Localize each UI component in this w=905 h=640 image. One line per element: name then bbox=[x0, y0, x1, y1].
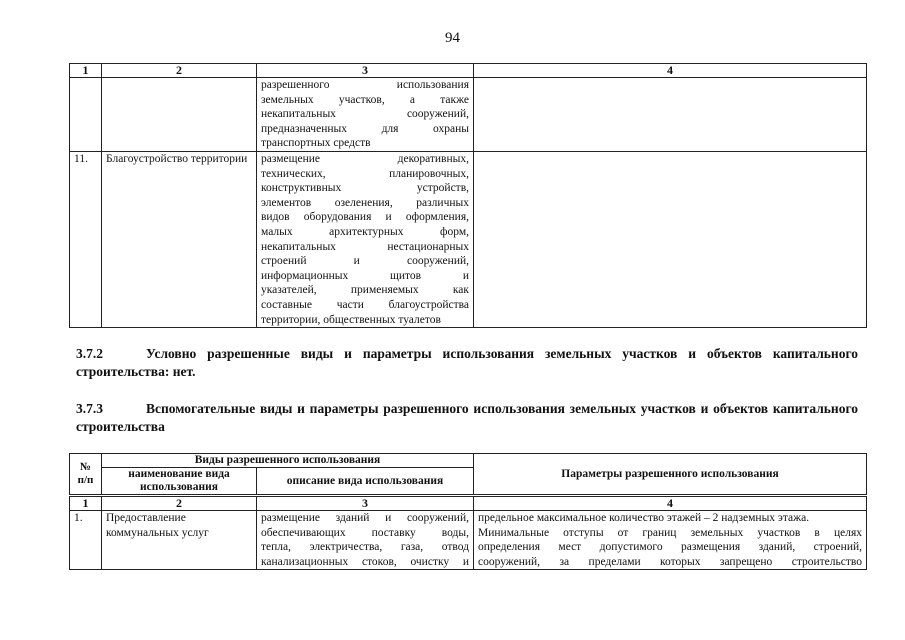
row-number: 11. bbox=[70, 151, 102, 327]
col-number-4: 4 bbox=[474, 496, 867, 511]
parameter-line: предельное максимальное количество этажей – 2 надземных этажа. bbox=[478, 512, 810, 524]
header-parameters: Параметры разрешенного использования bbox=[474, 454, 867, 496]
section-number: 3.7.2 bbox=[76, 346, 103, 361]
description-line: малых архитектурных форм, bbox=[261, 225, 469, 238]
description-line: видов оборудования и оформления, bbox=[261, 211, 469, 224]
permitted-uses-table-continued bbox=[69, 63, 867, 328]
row-number bbox=[70, 78, 102, 152]
table-row bbox=[70, 511, 867, 570]
use-description bbox=[257, 78, 474, 152]
description-line: строений и сооружений, bbox=[261, 255, 469, 268]
section-title: Вспомогательные виды и параметры разрешенного использования земельных участков и объектов капитального строительства bbox=[76, 401, 858, 434]
description-line: элементов озеленения, различных bbox=[261, 196, 469, 209]
col-number-1: 1 bbox=[70, 64, 102, 78]
description-line: разрешенного использования bbox=[261, 79, 469, 91]
header-use-description: описание вида использования bbox=[257, 468, 474, 496]
use-name: Благоустройство территории bbox=[102, 151, 257, 327]
use-parameters bbox=[474, 511, 867, 570]
description-line: обеспечивающих поставку воды, bbox=[261, 526, 469, 539]
col-number-3: 3 bbox=[257, 496, 474, 511]
section-heading-3-7-2 bbox=[76, 345, 858, 381]
description-line: указателей, применяемых как bbox=[261, 284, 469, 297]
col-number-4: 4 bbox=[474, 64, 867, 78]
description-line: транспортных средств bbox=[261, 137, 371, 150]
col-number-3: 3 bbox=[257, 64, 474, 78]
description-line: предназначенных для охраны bbox=[261, 122, 469, 135]
description-line: информационных щитов и bbox=[261, 269, 469, 282]
description-line: канализационных стоков, очистку и bbox=[261, 555, 469, 568]
description-line: составные части благоустройства bbox=[261, 298, 469, 311]
row-number: 1. bbox=[70, 511, 102, 570]
description-line: некапитальных нестационарных bbox=[261, 240, 469, 253]
parameter-line: определения мест допустимого размещения зданий, строений, bbox=[478, 541, 862, 554]
use-description bbox=[257, 511, 474, 570]
auxiliary-uses-table bbox=[69, 453, 867, 570]
col-number-1: 1 bbox=[70, 496, 102, 511]
header-permitted-uses-group: Виды разрешенного использования bbox=[102, 454, 474, 468]
description-line: тепла, электричества, газа, отвод bbox=[261, 541, 469, 554]
header-number: № п/п bbox=[70, 454, 102, 496]
section-title: Условно разрешенные виды и параметры использования земельных участков и объектов капитального строительства: нет. bbox=[76, 346, 858, 379]
section-number: 3.7.3 bbox=[76, 401, 103, 416]
use-description bbox=[257, 151, 474, 327]
page-number: 94 bbox=[445, 30, 460, 46]
description-line: территории, общественных туалетов bbox=[261, 313, 441, 326]
description-line: размещение декоративных, bbox=[261, 152, 469, 165]
section-heading-3-7-3 bbox=[76, 400, 858, 436]
col-number-2: 2 bbox=[102, 496, 257, 511]
parameter-line: сооружений, за пределами которых запрещено строительство bbox=[478, 555, 862, 568]
description-line: конструктивных устройств, bbox=[261, 182, 469, 195]
use-name bbox=[102, 78, 257, 152]
description-line: технических, планировочных, bbox=[261, 167, 469, 180]
use-parameters bbox=[474, 78, 867, 152]
column-number-row bbox=[70, 496, 867, 511]
parameter-line: Минимальные отступы от границ земельных участков в целях bbox=[478, 526, 862, 539]
table-row bbox=[70, 151, 867, 327]
col-number-2: 2 bbox=[102, 64, 257, 78]
header-use-name: наименование вида использования bbox=[102, 468, 257, 496]
table-row bbox=[70, 78, 867, 152]
description-line: некапитальных сооружений, bbox=[261, 108, 469, 121]
description-line: земельных участков, а также bbox=[261, 93, 469, 106]
header-row bbox=[70, 454, 867, 468]
description-line: размещение зданий и сооружений, bbox=[261, 512, 469, 524]
use-name: Предоставление коммунальных услуг bbox=[102, 511, 257, 570]
column-number-row bbox=[70, 64, 867, 78]
use-parameters bbox=[474, 151, 867, 327]
